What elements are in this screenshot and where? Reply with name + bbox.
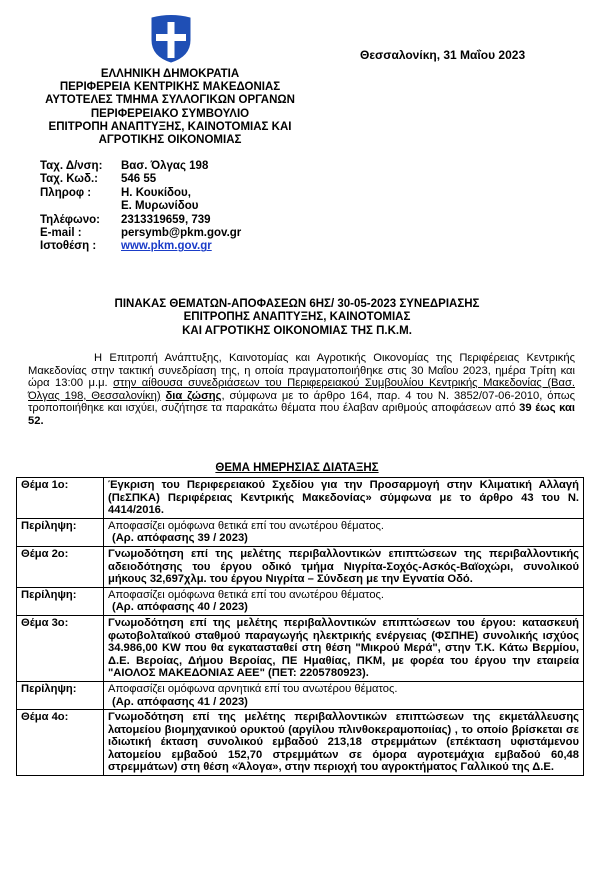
- org-line: ΑΥΤΟΤΕΛΕΣ ΤΜΗΜΑ ΣΥΛΛΟΓΙΚΩΝ ΟΡΓΑΝΩΝ: [45, 94, 295, 107]
- summary-label: Περίληψη:: [17, 587, 104, 615]
- address-label: Ταχ. Δ/νση:: [40, 160, 103, 172]
- org-line: ΠΕΡΙΦΕΡΕΙΑΚΟ ΣΥΜΒΟΥΛΙΟ: [90, 107, 250, 120]
- contact-details: [40, 160, 241, 254]
- info-label: Πληροφ :: [40, 186, 92, 199]
- decision-number: (Αρ. απόφασης 40 / 2023): [112, 601, 248, 614]
- org-line: ΠΕΡΙΦΕΡΕΙΑ ΚΕΝΤΡΙΚΗΣ ΜΑΚΕΔΟΝΙΑΣ: [59, 81, 281, 94]
- topic-text: Γνωμοδότηση επί της μελέτης περιβαλλοντικών επιπτώσεων της εκμετάλλευσης λατομείου βιομηχανικού ορυκτού (αργίλου πλινθοκεραμοποιίας) , το οποίο βρίσκεται σε ιδιωτική έκταση συνολικού εμβαδού 213,18 στρεμμάτων (επέκταση υφιστάμενου λατομείου εμβαδού 152,70 στρεμμάτων σε όμορα αγροτεμάχια εμβαδού 60,48 στρεμμάτων) στη θέση «Άλογα», στην περιοχή του αγροκτήματος Γαλλικού της Δ.Ε.: [104, 710, 584, 776]
- org-line: ΕΠΙΤΡΟΠΗ ΑΝΑΠΤΥΞΗΣ, ΚΑΙΝΟΤΟΜΙΑΣ ΚΑΙ: [48, 120, 292, 133]
- topic-label: Θέμα 2ο:: [17, 546, 104, 587]
- website-link[interactable]: www.pkm.gov.gr: [121, 240, 212, 253]
- info-person-2: Ε. Μυρωνίδου: [121, 200, 199, 213]
- summary-label: Περίληψη:: [17, 518, 104, 546]
- title-line: ΠΙΝΑΚΑΣ ΘΕΜΑΤΩΝ-ΑΠΟΦΑΣΕΩΝ 6ΗΣ/ 30-05-2023 ΣΥΝΕΔΡΙΑΣΗΣ: [114, 298, 480, 310]
- topic-label: Θέμα 3ο:: [17, 615, 104, 681]
- org-line: ΕΛΛΗΝΙΚΗ ΔΗΜΟΚΡΑΤΙΑ: [100, 68, 240, 80]
- table-row: [17, 587, 584, 615]
- intro-text-continued: , σύμφωνα με το άρθρο 164, παρ. 4 του Ν. 3852/07-06-2010, όπως τροποποιήθηκε και ισχύει, συζήτησε τα παρακάτω θέματα που έλαβαν αριθμούς αποφάσεων από: [28, 389, 576, 415]
- topic-text: Έγκριση του Περιφερειακού Σχεδίου για την Προσαρμογή στην Κλιματική Αλλαγή (ΠεΣΠΚΑ) Περιφέρειας Κεντρικής Μακεδονίας» σύμφωνα με το άρθρο 43 του Ν. 4414/2016.: [104, 478, 584, 519]
- summary-text: Αποφασίζει ομόφωνα θετικά επί του ανωτέρου θέματος.: [108, 519, 385, 532]
- postcode-label: Ταχ. Κωδ.:: [40, 173, 99, 186]
- topic-label: Θέμα 1ο:: [17, 478, 104, 519]
- table-row: [17, 518, 584, 546]
- postcode-value: 546 55: [121, 173, 157, 186]
- meeting-location: στην αίθουσα συνεδριάσεων του Περιφερειακού Συμβουλίου Κεντρικής Μακεδονίας (Βασ. Όλγας 198, Θεσσαλονίκη): [28, 377, 575, 402]
- decision-number: (Αρ. απόφασης 39 / 2023): [112, 532, 248, 545]
- table-row: [17, 710, 584, 776]
- agenda-title: ΘΕΜΑ ΗΜΕΡΗΣΙΑΣ ΔΙΑΤΑΞΗΣ: [215, 462, 379, 474]
- email-label: E-mail :: [40, 227, 82, 240]
- in-person-note: δια ζώσης: [165, 389, 222, 402]
- document-date: Θεσσαλονίκη, 31 Μαΐου 2023: [360, 48, 526, 62]
- website-label: Ιστοθέση :: [40, 240, 97, 253]
- topic-text: Γνωμοδότηση επί της μελέτης περιβαλλοντικών επιπτώσεων της περιβαλλοντικής αδειοδότησης του έργου οδικό τμήμα Νιγρίτα-Σοχός-Ασκός-Βαϊοχώρι, συνολικού μήκους 32,697χλμ. του έργου Νιγρίτα – Σύνδεση με την Εγνατία Οδό.: [104, 546, 584, 587]
- decision-number-range: 39 έως και 52: [28, 402, 575, 427]
- decision-number: (Αρ. απόφασης 41 / 2023): [112, 695, 248, 708]
- agenda-table: [16, 477, 584, 776]
- info-person-1: Η. Κουκίδου,: [121, 186, 191, 199]
- address-value: Βασ. Όλγας 198: [121, 160, 209, 172]
- table-row: [17, 615, 584, 681]
- phone-value: 2313319659, 739: [121, 213, 211, 226]
- summary-label: Περίληψη:: [17, 681, 104, 709]
- intro-paragraph: Η Επιτροπή Ανάπτυξης, Καινοτομίας και Αγροτικής Οικονομίας της Περιφέρειας Κεντρικής Μακεδονίας στην τακτική συνεδρίαση της, η οποία πραγματοποιήθηκε στις 30 Μαΐου 2023, ημέρα Τρίτη και ώρα 13:00 μ.μ. στην αίθουσα συνεδριάσεων του Περιφερειακού Συμβουλίου Κεντρικής Μακεδονίας (Βασ. Όλγας 198, Θεσσαλονίκη) δια ζώσης, σύμφωνα με το άρθρο 164, παρ. 4 του Ν. 3852/07-06-2010, όπως τροποποιήθηκε και ισχύει, συζήτησε τα παρακάτω θέματα που έλαβαν αριθμούς αποφάσεων από 39 έως και 52.: [28, 352, 576, 427]
- phone-label: Τηλέφωνο:: [40, 213, 100, 226]
- title-line: ΕΠΙΤΡΟΠΗΣ ΑΝΑΠΤΥΞΗΣ, ΚΑΙΝΟΤΟΜΙΑΣ: [183, 311, 411, 324]
- org-line: ΑΓΡΟΤΙΚΗΣ ΟΙΚΟΝΟΜΙΑΣ: [98, 134, 242, 147]
- greek-coat-of-arms-emblem: [148, 14, 194, 64]
- issuing-authority: [35, 68, 305, 147]
- email-value: persymb@pkm.gov.gr: [121, 227, 242, 240]
- table-row: [17, 546, 584, 587]
- table-row: [17, 478, 584, 519]
- table-row: [17, 681, 584, 709]
- summary-text: Αποφασίζει ομόφωνα αρνητικά επί του ανωτέρου θέματος.: [108, 682, 398, 695]
- title-line: ΚΑΙ ΑΓΡΟΤΙΚΗΣ ΟΙΚΟΝΟΜΙΑΣ ΤΗΣ Π.Κ.Μ.: [182, 324, 412, 337]
- topic-label: Θέμα 4ο:: [17, 710, 104, 776]
- summary-text: Αποφασίζει ομόφωνα θετικά επί του ανωτέρου θέματος.: [108, 588, 385, 601]
- intro-text: Η Επιτροπή Ανάπτυξης, Καινοτομίας και Αγροτικής Οικονομίας της Περιφέρειας Κεντρικής Μακεδονίας στην τακτική συνεδρίαση της, η οποία πραγματοποιήθηκε στις 30 Μαΐου 2023, ημέρα Τρίτη και ώρα 13:00 μ.μ.: [28, 352, 575, 390]
- topic-text: Γνωμοδότηση επί της μελέτης περιβαλλοντικών επιπτώσεων του έργου: κατασκευή φωτοβολταϊκού σταθμού παραγωγής ηλεκτρικής ενέργειας (ΦΣΠΗΕ) συνολικής ισχύος 34.986,00 KW που θα εγκατασταθεί στη θέση "Μικρού Μερά", στην Τ.Κ. Κάτω Βερμίου, Δ.Ε. Βεροίας, Δήμου Βεροίας, ΠΕ Ημαθίας, ΠΚΜ, με φορέα του έργου την εταιρεία "ΑΙΟΛΟΣ ΜΑΚΕΔΟΝΙΑΣ ΑΕΕ" (ΠΕΤ: 2205780923).: [104, 615, 584, 681]
- document-title: [0, 298, 594, 338]
